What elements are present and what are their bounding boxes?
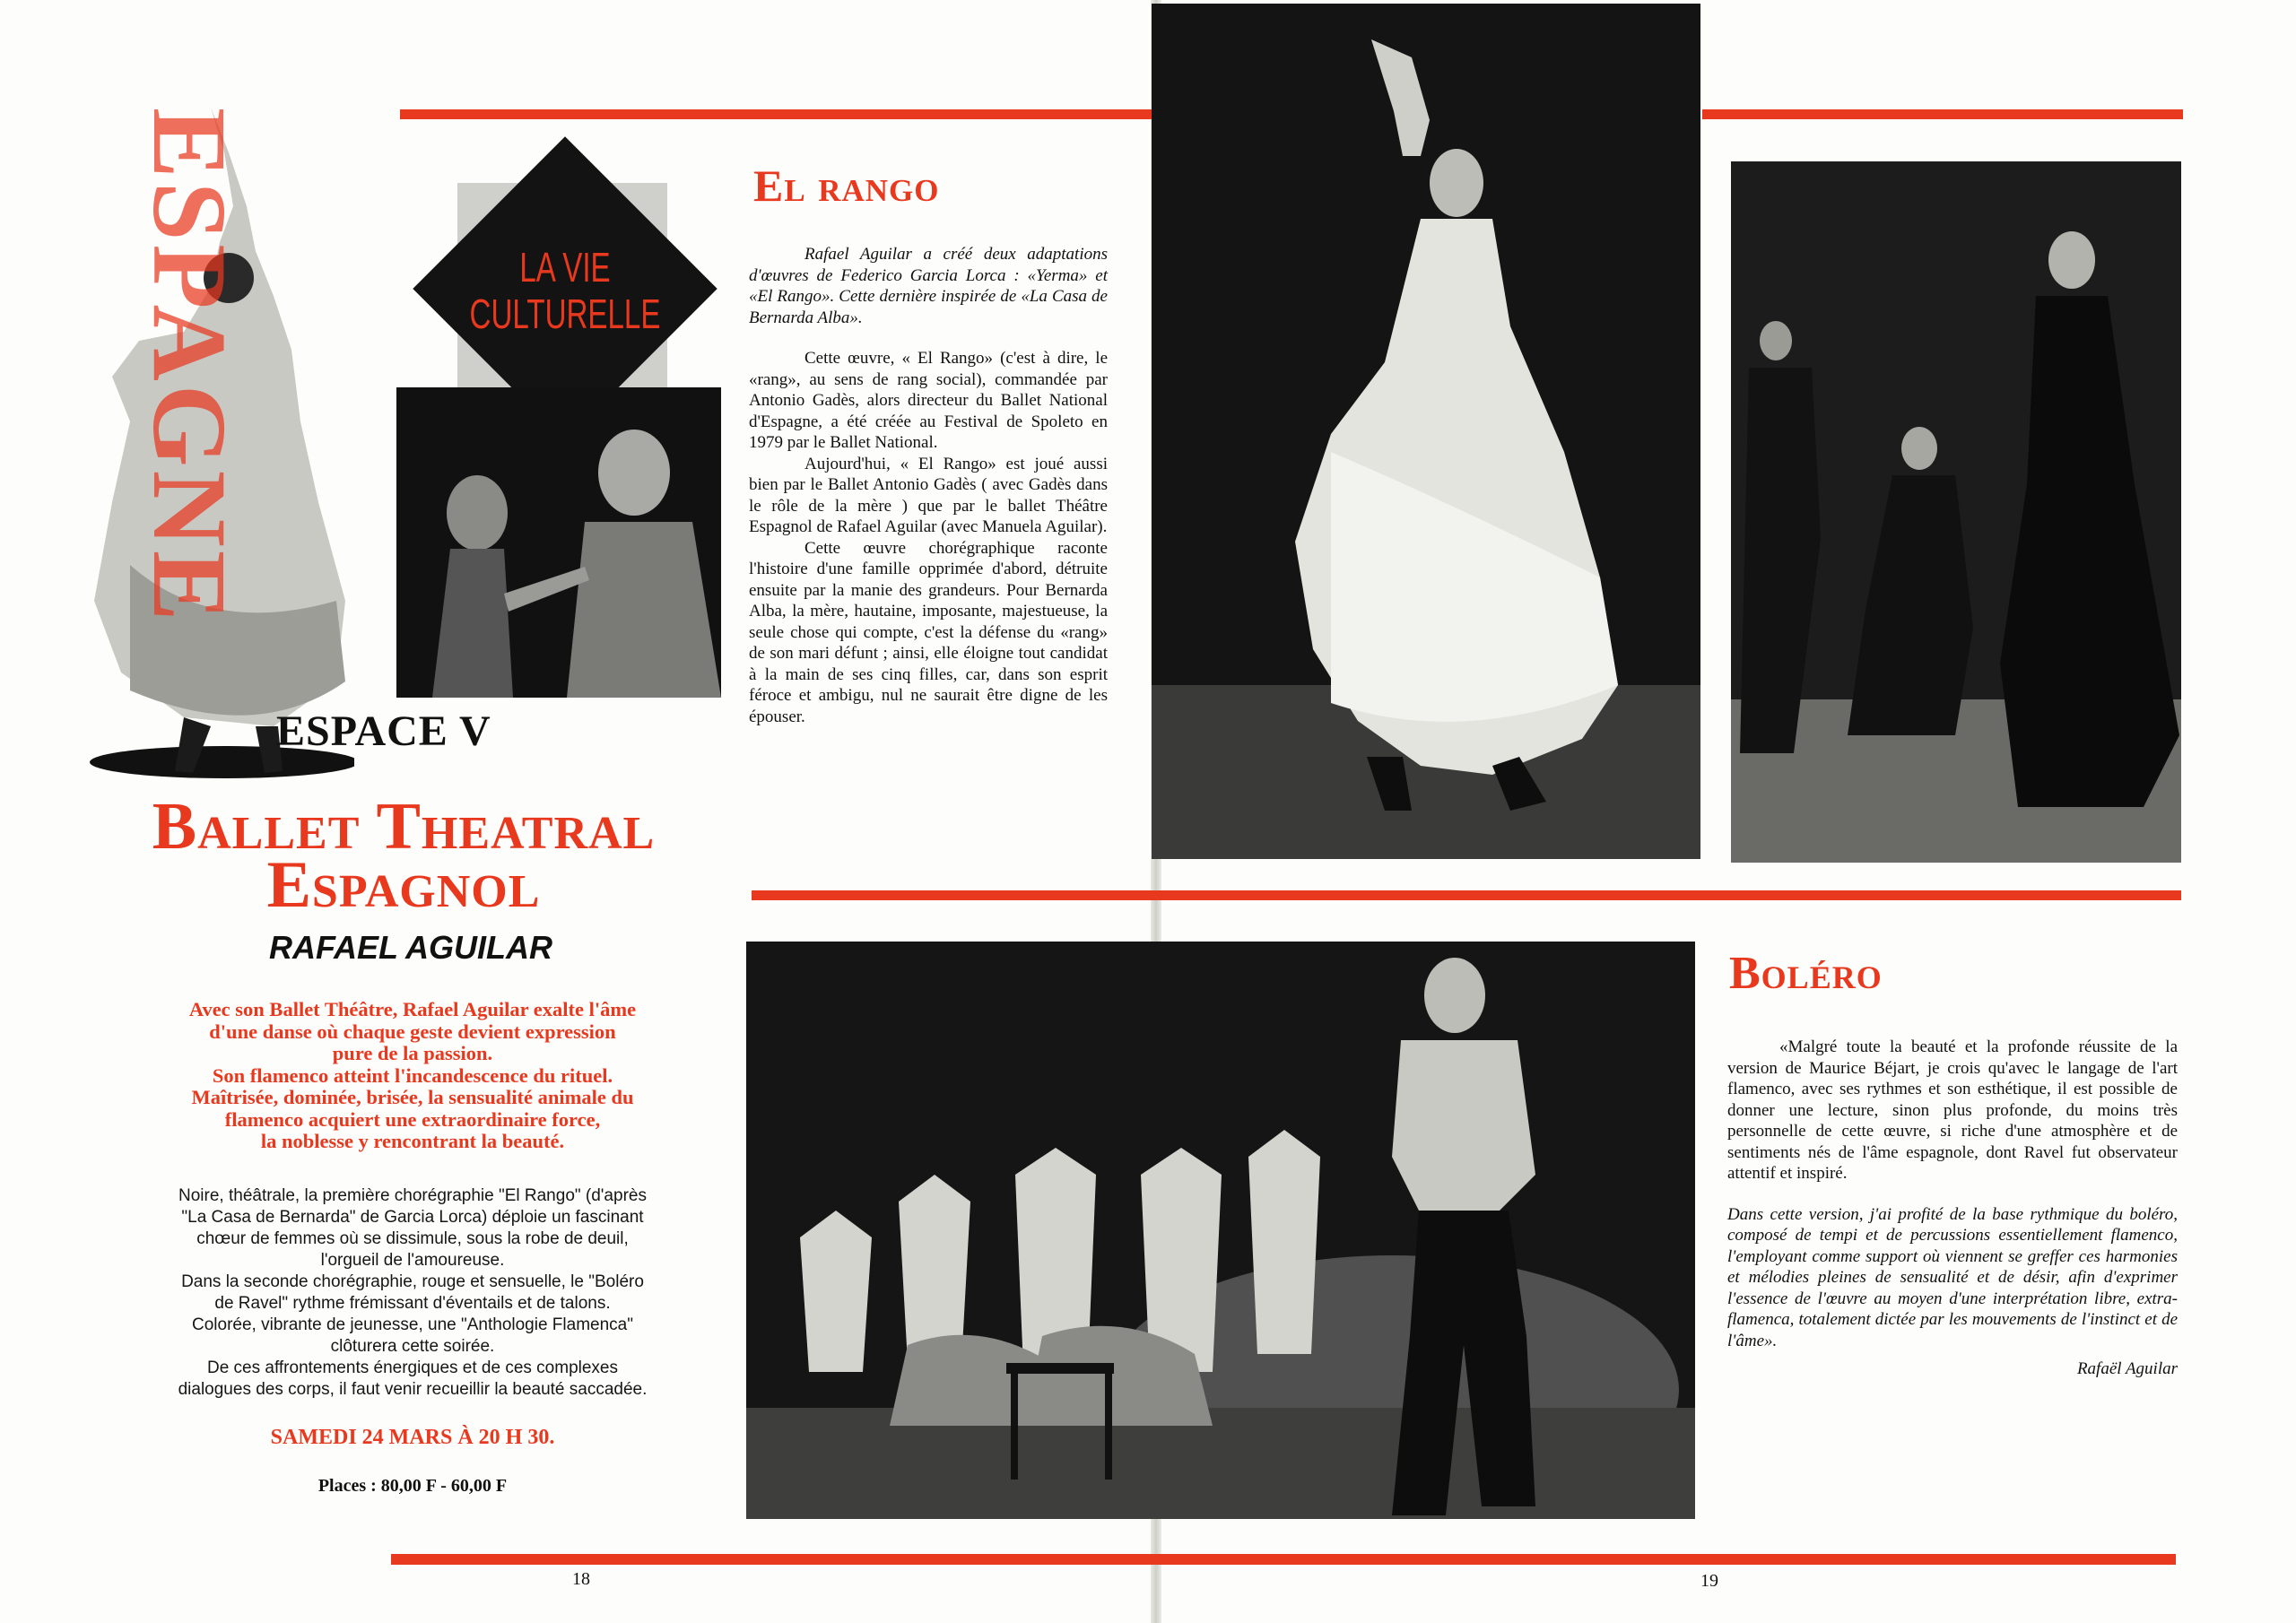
description-line: "La Casa de Bernarda" de Garcia Lorca) déploie un fascinant	[181, 1208, 644, 1227]
intro-line: flamenco acquiert une extraordinaire force,	[224, 1107, 601, 1131]
venue-name: ESPACE V	[276, 707, 491, 755]
intro-line: Maîtrisée, dominée, brisée, la sensualité animale du	[191, 1086, 634, 1108]
el-rango-paragraph-2: Aujourd'hui, « El Rango» est joué aussi bien par le Ballet Antonio Gadès ( avec Gadès dans le rôle de la mère ) que par le ballet Théâtre Espagnol de Rafael Aguilar (avec Manuela Aguilar).	[749, 454, 1108, 536]
el-rango-lead: Rafael Aguilar a créé deux adaptations d'œuvres de Federico Garcia Lorca : «Yerma» et «El Rango». Cette dernière inspirée de «La Casa de Bernarda Alba».	[749, 245, 1108, 327]
description-line: clôturera cette soirée.	[330, 1337, 495, 1356]
description-line: chœur de femmes où se dissimule, sous la robe de deuil,	[196, 1229, 629, 1248]
badge-line-2: CULTURELLE	[469, 291, 661, 337]
bolero-paragraph-2: Dans cette version, j'ai profité de la base rythmique du boléro, composé de tempi et de percussions essentiellement flamenco, l'employant comme support où viennent se greffer ces harmonies et mélodies pleines de sensualité et de désir, afin d'exprimer l'essence de l'œuvre au moyen d'une interprétation libre, extra-flamenca, totalement dictée par les mouvements de l'instinct et de l'âme».	[1727, 1204, 2178, 1350]
intro-line: Avec son Ballet Théâtre, Rafael Aguilar exalte l'âme	[188, 998, 637, 1020]
event-date: SAMEDI 24 MARS À 20 H 30.	[270, 1426, 555, 1449]
bolero-heading: Boléro	[1729, 948, 1883, 999]
white-dress-dancer-photo	[1152, 4, 1700, 859]
couple-dancers-photo	[396, 387, 721, 698]
top-rule-right	[1702, 109, 2183, 119]
description-line: dialogues des corps, il faut venir recueillir la beauté saccadée.	[178, 1380, 648, 1399]
bolero-paragraph-1: «Malgré toute la beauté et la profonde réussite de la version de Maurice Béjart, je crois qu'avec le langage de l'art flamenco, avec ses rythmes et son esthétique, il est possible de donner une lecture, sinon plus profonde, du moins très personnelle de cette œuvre, si riche d'une atmosphère et de sentiments nés de l'âme espagnole, dont Ravel fut observateur attentif et inspiré.	[1727, 1037, 2178, 1183]
ballet-title-line-1: Ballet Theatral	[152, 790, 656, 864]
description-paragraph	[117, 1185, 709, 1401]
intro-line: la noblesse y rencontrant la beauté.	[260, 1130, 565, 1152]
intro-line: Son flamenco atteint l'incandescence du rituel.	[212, 1063, 613, 1087]
page-number-right: 19	[1700, 1571, 1718, 1591]
description-line: Colorée, vibrante de jeunesse, une "Anthologie Flamenca"	[192, 1315, 633, 1334]
el-rango-article	[749, 244, 1108, 727]
intro-line: d'une danse où chaque geste devient expression	[209, 1020, 616, 1043]
bolero-group-photo	[746, 942, 1695, 1519]
intro-paragraph	[117, 999, 709, 1153]
description-line: l'orgueil de l'amoureuse.	[320, 1251, 505, 1270]
bolero-signature: Rafaël Aguilar	[2076, 1359, 2178, 1378]
women-in-black-photo	[1731, 161, 2181, 863]
el-rango-heading: El rango	[753, 161, 940, 211]
description-line: Noire, théâtrale, la première chorégraphie "El Rango" (d'après	[178, 1186, 647, 1205]
description-line: De ces affrontements énergiques et de ces complexes	[206, 1358, 618, 1377]
mid-rule	[752, 890, 2181, 900]
bottom-rule	[391, 1554, 2176, 1565]
top-rule-left	[400, 109, 1152, 119]
intro-line: pure de la passion.	[332, 1042, 493, 1064]
description-line: Dans la seconde chorégraphie, rouge et sensuelle, le "Boléro	[181, 1272, 644, 1291]
description-line: de Ravel" rythme frémissant d'éventails et de talons.	[214, 1294, 611, 1313]
el-rango-paragraph-1: Cette œuvre, « El Rango» (c'est à dire, le «rang», au sens de rang social), commandée par Antonio Gadès, alors directeur du Ballet National d'Espagne, a été créée au Festival de Spoleto en 1979 par le Ballet National.	[749, 349, 1108, 452]
ballet-title	[126, 790, 682, 922]
page-number-left: 18	[572, 1569, 590, 1589]
ticket-prices: Places : 80,00 F - 60,00 F	[317, 1476, 508, 1496]
bolero-article	[1727, 1037, 2178, 1380]
choreographer-name: RAFAEL AGUILAR	[268, 929, 552, 966]
badge-line-1: LA VIE	[519, 244, 611, 291]
ballet-title-line-2: Espagnol	[266, 848, 541, 922]
el-rango-paragraph-3: Cette œuvre chorégraphique raconte l'histoire d'une famille opprimée d'abord, détruite ensuite par la manie des grandeurs. Pour Bernarda Alba, la mère, hautaine, imposante, majestueuse, la seule chose qui compte, c'est la défense du «rang» de son mari défunt ; ainsi, elle éloigne tout candidat à la main de ses cinq filles, car, dans son esprit féroce et ambigu, nul ne saurait être digne de les épouser.	[749, 538, 1108, 726]
